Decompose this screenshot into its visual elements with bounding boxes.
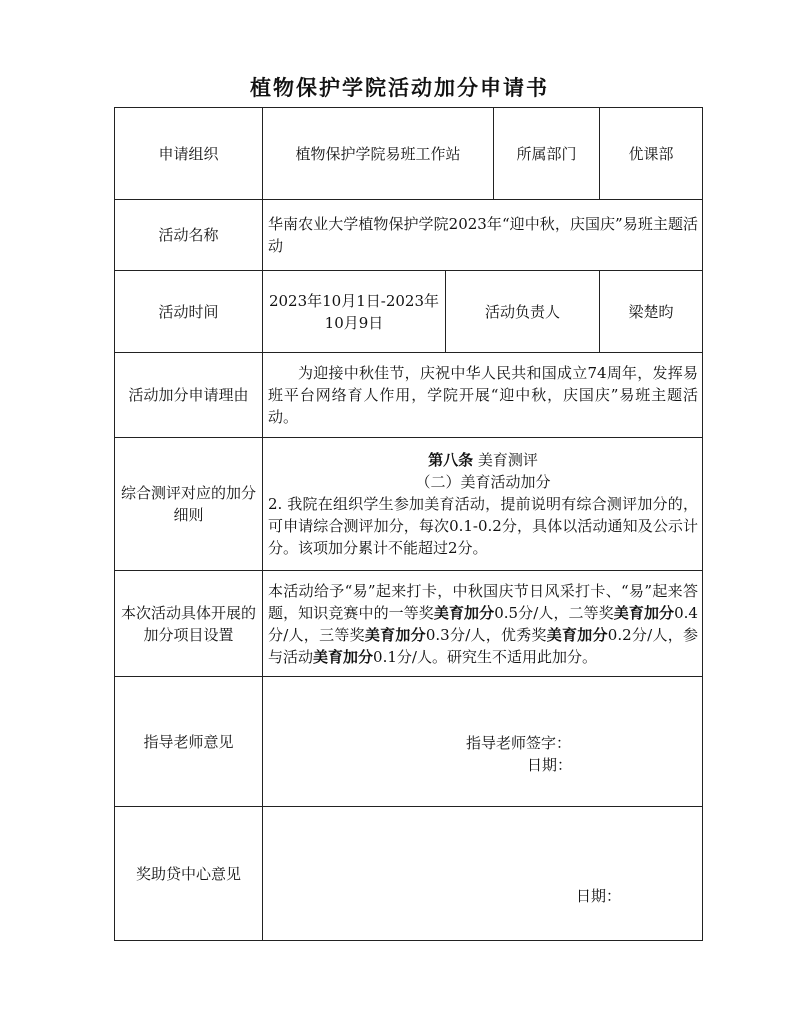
rules-article: 第八条 美育测评 [428,451,538,469]
dept-value: 优课部 [628,144,674,163]
activity-name-label: 活动名称 [158,226,219,244]
aid-center-opinion-label: 奖助贷中心意见 [135,864,241,883]
settings-content: 本活动给予“易”起来打卡，中秋国庆节日风采打卡、“易”起来答题，知识竞赛中的一等奖美育加分0.5分/人，二等奖美育加分0.4分/人，三等奖美育加分0.3分/人，优秀奖美育加分0.2分/人，参与活动美育加分0.1分/人。研究生不适用此加分。 [268,581,698,666]
dept-label: 所属部门 [516,144,577,163]
rules-label: 综合测评对应的加分细则 [121,484,257,524]
activity-name-value: 华南农业大学植物保护学院2023年“迎中秋，庆国庆”易班主题活动 [268,215,698,255]
reason-value: 为迎接中秋佳节，庆祝中华人民共和国成立74周年，发挥易班平台网络育人作用，学院开展“迎中秋，庆国庆”易班主题活动。 [268,364,698,426]
org-label: 申请组织 [158,144,219,163]
aid-center-date-label: 日期： [576,887,622,905]
rules-content [268,438,698,570]
document-title: 植物保护学院活动加分申请书 [250,76,549,100]
rules-section: （二）美育活动加分 [415,473,551,491]
activity-time-label: 活动时间 [158,302,219,321]
teacher-sign-label: 指导老师签字： [466,734,572,752]
teacher-opinion-label: 指导老师意见 [143,732,234,751]
leader-label: 活动负责人 [484,302,560,321]
reason-label: 活动加分申请理由 [128,386,249,404]
activity-time-value: 2023年10月1日-2023年10月9日 [268,291,440,332]
teacher-date-label: 日期： [527,756,573,774]
org-value: 植物保护学院易班工作站 [295,144,461,163]
rules-body: 2. 我院在组织学生参加美育活动，提前说明有综合测评加分的，可申请综合测评加分，每次0.1-0.2分，具体以活动通知及公示计分。该项加分累计不能超过2分。 [268,495,698,557]
settings-label: 本次活动具体开展的加分项目设置 [121,603,257,644]
leader-value: 梁楚昀 [628,302,674,321]
